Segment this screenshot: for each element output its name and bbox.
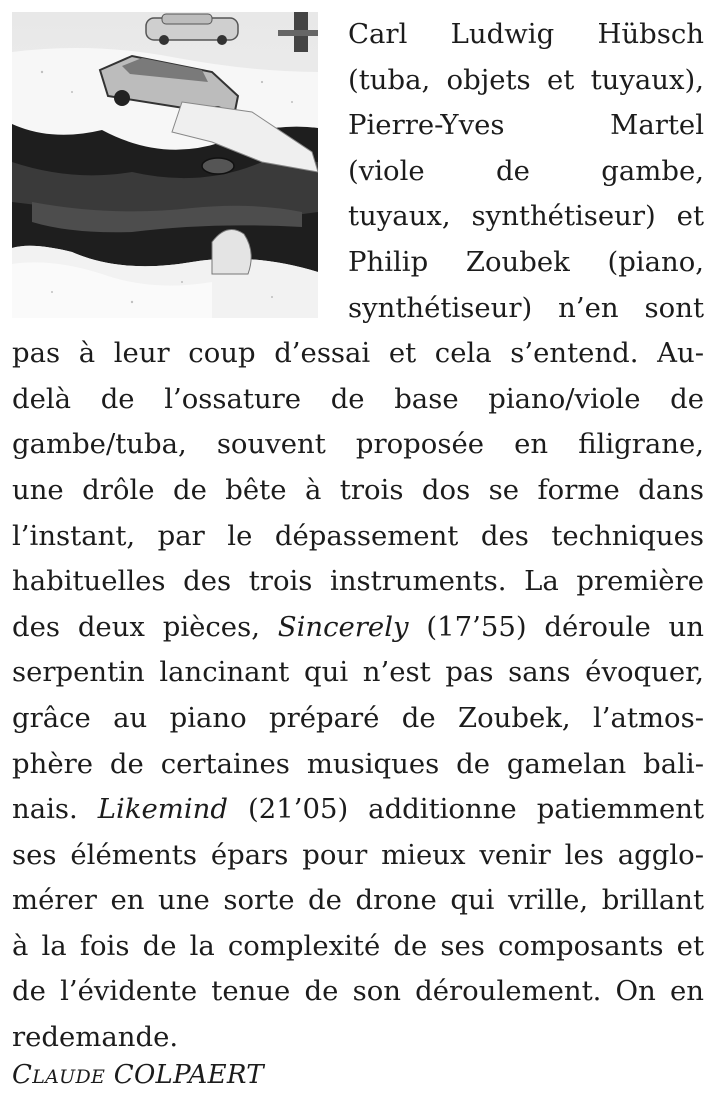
text-line — [12, 605, 704, 651]
text-line: synthétiseur) n’en sont — [348, 291, 704, 324]
text-line — [12, 787, 704, 833]
track-title-sincerely: Sincerely — [277, 610, 409, 643]
author-signature — [12, 1060, 264, 1090]
text-line: (tuba, objets et tuyaux), — [348, 63, 704, 96]
track-title-likemind: Likemind — [97, 793, 228, 826]
text-line: gambe/tuba, souvent proposée en filigrane, — [12, 428, 704, 461]
text-line: Pierre-Yves Martel — [348, 109, 704, 142]
text-line: (viole de gambe, — [348, 154, 704, 187]
signature-first-initial: C — [12, 1060, 33, 1090]
signature-first-rest: LAUDE — [32, 1066, 106, 1088]
text-segment: (17’55) déroule un — [408, 610, 704, 643]
text-line: ses éléments épars pour mieux venir les agglo- — [12, 838, 704, 871]
text-line: serpentin lancinant qui n’est pas sans évoquer, — [12, 656, 704, 689]
text-line: une drôle de bête à trois dos se forme dans — [12, 473, 704, 506]
text-segment: des deux pièces, — [12, 610, 278, 643]
text-segment: nais. — [12, 793, 98, 826]
signature-last-name: COLPAERT — [113, 1060, 264, 1090]
album-cover-image — [12, 12, 318, 318]
review-page — [12, 12, 704, 1112]
text-line: phère de certaines musiques de gamelan bali- — [12, 747, 704, 780]
text-segment: (21’05) additionne patiemment — [227, 793, 705, 826]
text-line: l’instant, par le dépassement des techniques — [12, 519, 704, 552]
text-line: Carl Ludwig Hübsch — [348, 18, 704, 50]
text-line: Philip Zoubek (piano, — [348, 245, 704, 278]
text-line: pas à leur coup d’essai et cela s’entend. Au- — [12, 337, 704, 370]
distant-car-shape — [146, 14, 238, 45]
text-line: à la fois de la complexité de ses composants et — [12, 929, 704, 962]
text-line: habituelles des trois instruments. La première — [12, 565, 704, 598]
text-line: redemande. — [12, 1021, 179, 1054]
text-line: mérer en une sorte de drone qui vrille, brillant — [12, 884, 704, 917]
text-line: de l’évidente tenue de son déroulement. On en — [12, 975, 704, 1008]
text-line: tuyaux, synthétiseur) et — [348, 200, 704, 233]
text-line: delà de l’ossature de base piano/viole de — [12, 382, 704, 415]
text-line: grâce au piano préparé de Zoubek, l’atmos- — [12, 701, 704, 734]
